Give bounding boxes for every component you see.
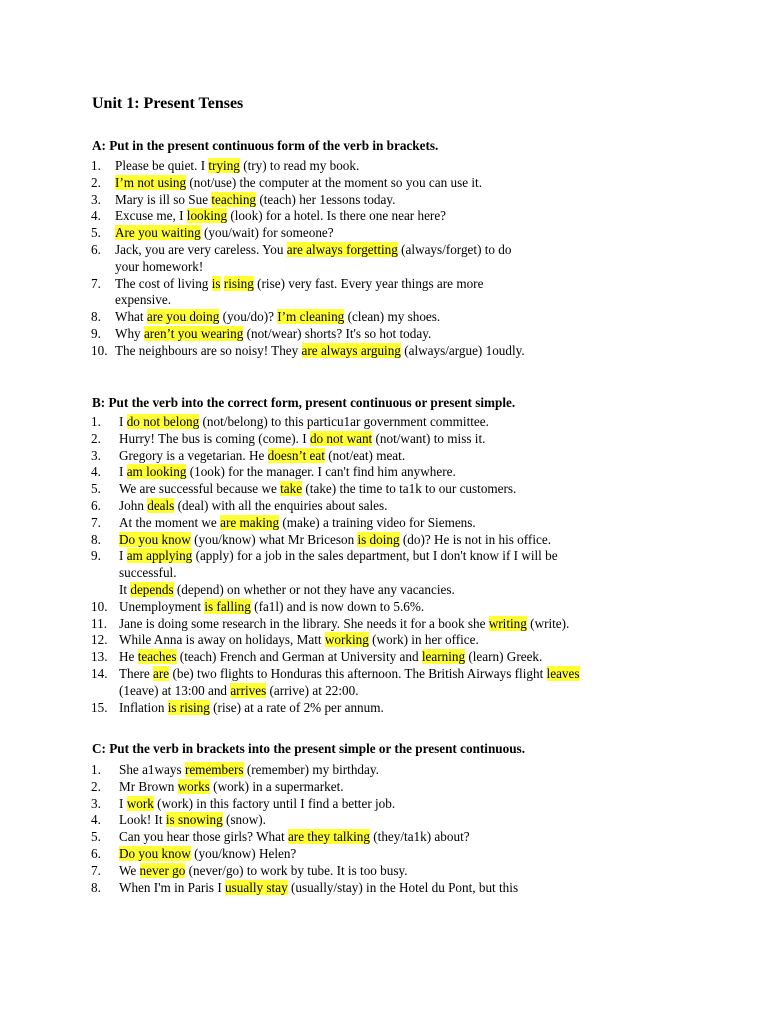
exercise-item bbox=[0, 666, 768, 700]
item-line bbox=[115, 326, 768, 343]
item-text: (not/use) the computer at the moment so you can use it. bbox=[186, 174, 482, 190]
item-text: Why bbox=[115, 325, 144, 341]
item-text: (do)? He is not in his office. bbox=[399, 531, 551, 547]
exercise-item bbox=[0, 481, 768, 498]
item-number: 7. bbox=[91, 514, 101, 530]
item-text: your homework! bbox=[115, 258, 204, 274]
exercise-item bbox=[0, 796, 768, 813]
exercise-item bbox=[0, 762, 768, 779]
item-text: (not/wear) shorts? It's so hot today. bbox=[243, 325, 432, 341]
item-text: (fa1l) and is now down to 5.6%. bbox=[250, 598, 425, 614]
exercise-item bbox=[0, 616, 768, 633]
item-number: 5. bbox=[91, 225, 101, 241]
answer-highlight: is doing bbox=[357, 531, 400, 547]
item-text: (you/wait) for someone? bbox=[200, 225, 334, 241]
item-line bbox=[119, 448, 768, 465]
item-line bbox=[119, 779, 768, 796]
answer-highlight: do not belong bbox=[126, 414, 200, 429]
item-text: (deal) with all the enquiries about sales. bbox=[174, 497, 388, 513]
item-text: The neighbours are so noisy! They bbox=[115, 342, 302, 358]
item-text: Jack, you are very careless. You bbox=[115, 241, 287, 257]
item-line bbox=[119, 812, 768, 829]
exercise-item bbox=[0, 242, 768, 276]
item-text: (you/do)? bbox=[219, 309, 278, 325]
item-text: (always/argue) 1oudly. bbox=[400, 342, 525, 358]
item-number: 1. bbox=[91, 414, 101, 429]
item-text: It bbox=[119, 581, 131, 597]
item-number: 9. bbox=[91, 548, 101, 564]
exercise-item bbox=[0, 515, 768, 532]
item-number: 14. bbox=[91, 665, 108, 681]
section-c-list bbox=[0, 762, 768, 896]
item-text: (snow). bbox=[222, 812, 266, 828]
item-text: (take) the time to ta1k to our customers. bbox=[302, 481, 517, 497]
exercise-item bbox=[0, 326, 768, 343]
answer-highlight: deals bbox=[147, 497, 175, 513]
item-line bbox=[119, 632, 768, 649]
item-line bbox=[119, 796, 768, 813]
answer-highlight: looking bbox=[186, 208, 228, 224]
item-text: (you/know) what Mr Briceson bbox=[190, 531, 358, 547]
item-number: 1. bbox=[91, 762, 101, 777]
item-number: 4. bbox=[91, 812, 101, 828]
item-number: 3. bbox=[91, 191, 101, 207]
answer-highlight: are you doing bbox=[146, 309, 220, 325]
exercise-item bbox=[0, 208, 768, 225]
item-text: We bbox=[119, 862, 140, 878]
item-text: (teach) French and German at University and bbox=[176, 649, 422, 665]
exercise-item bbox=[0, 532, 768, 549]
item-text: I bbox=[119, 464, 127, 480]
item-text: (make) a training video for Siemens. bbox=[279, 514, 476, 530]
item-line bbox=[115, 208, 768, 225]
item-number: 3. bbox=[91, 795, 101, 811]
answer-highlight: arrives bbox=[230, 682, 267, 698]
item-text: Hurry! The bus is coming (come). I bbox=[119, 430, 310, 446]
exercise-item bbox=[0, 276, 768, 310]
exercise-item bbox=[0, 192, 768, 209]
item-number: 13. bbox=[91, 649, 108, 665]
section-b-list bbox=[0, 414, 768, 716]
answer-highlight: working bbox=[324, 632, 369, 648]
item-text: expensive. bbox=[115, 292, 172, 308]
item-line bbox=[119, 582, 768, 599]
answer-highlight: is snowing bbox=[165, 812, 223, 828]
item-line bbox=[115, 292, 768, 309]
item-number: 6. bbox=[91, 497, 101, 513]
item-number: 6. bbox=[91, 845, 101, 861]
item-line bbox=[119, 846, 768, 863]
exercise-item bbox=[0, 812, 768, 829]
item-text: (work) in a supermarket. bbox=[209, 778, 344, 794]
item-text: Please be quiet. I bbox=[115, 158, 209, 173]
exercise-item bbox=[0, 846, 768, 863]
section-c-heading: C: Put the verb in brackets into the present simple or the present continuous. bbox=[92, 741, 525, 756]
answer-highlight: take bbox=[280, 481, 303, 497]
item-text: (rise) very fast. Every year things are more bbox=[253, 275, 484, 291]
answer-highlight: Do you know bbox=[119, 845, 191, 861]
item-line bbox=[119, 683, 768, 700]
answer-highlight: rising bbox=[223, 275, 254, 291]
item-line bbox=[119, 829, 768, 846]
item-line bbox=[119, 565, 768, 582]
item-line bbox=[119, 498, 768, 515]
item-text: (look) for a hotel. Is there one near here? bbox=[227, 208, 447, 224]
item-text: I bbox=[119, 414, 127, 429]
item-text: She a1ways bbox=[119, 762, 185, 777]
answer-highlight: doesn’t eat bbox=[267, 447, 325, 463]
item-line bbox=[119, 863, 768, 880]
exercise-item bbox=[0, 599, 768, 616]
exercise-item bbox=[0, 632, 768, 649]
exercise-item bbox=[0, 548, 768, 598]
item-number: 15. bbox=[91, 699, 108, 715]
item-line bbox=[119, 666, 768, 683]
item-text: (learn) Greek. bbox=[465, 649, 543, 665]
answer-highlight: leaves bbox=[546, 665, 580, 681]
item-line bbox=[115, 158, 768, 175]
answer-highlight: are always arguing bbox=[301, 342, 401, 358]
item-number: 10. bbox=[91, 598, 108, 614]
page-title: Unit 1: Present Tenses bbox=[92, 95, 244, 112]
item-number: 7. bbox=[91, 862, 101, 878]
answer-highlight: am looking bbox=[126, 464, 187, 480]
item-line bbox=[119, 532, 768, 549]
item-number: 3. bbox=[91, 447, 101, 463]
item-number: 12. bbox=[91, 632, 108, 648]
item-line bbox=[115, 242, 768, 259]
item-text: While Anna is away on holidays, Matt bbox=[119, 632, 325, 648]
item-text: At the moment we bbox=[119, 514, 221, 530]
exercise-item bbox=[0, 309, 768, 326]
item-line bbox=[119, 464, 768, 481]
item-line bbox=[115, 225, 768, 242]
item-number: 4. bbox=[91, 464, 101, 480]
item-text: When I'm in Paris I bbox=[119, 879, 226, 895]
item-text: (try) to read my book. bbox=[239, 158, 360, 173]
answer-highlight: teaching bbox=[211, 191, 257, 207]
answer-highlight: usually stay bbox=[225, 879, 288, 895]
answer-highlight: is rising bbox=[167, 699, 210, 715]
item-text: successful. bbox=[119, 565, 177, 581]
item-number: 9. bbox=[91, 325, 101, 341]
item-line bbox=[115, 343, 768, 360]
exercise-item bbox=[0, 880, 768, 897]
answer-highlight: writing bbox=[488, 615, 527, 631]
item-text: (never/go) to work by tube. It is too busy. bbox=[185, 862, 408, 878]
item-text: (not/eat) meat. bbox=[324, 447, 406, 463]
item-line bbox=[119, 481, 768, 498]
exercise-item bbox=[0, 343, 768, 360]
item-text: I bbox=[119, 795, 127, 811]
item-number: 8. bbox=[91, 879, 101, 895]
item-text: (write). bbox=[526, 615, 570, 631]
item-text: (clean) my shoes. bbox=[344, 309, 441, 325]
answer-highlight: learning bbox=[421, 649, 466, 665]
answer-highlight: teaches bbox=[137, 649, 177, 665]
exercise-item bbox=[0, 225, 768, 242]
item-line bbox=[119, 700, 768, 717]
item-line bbox=[119, 762, 768, 779]
item-text: (remember) my birthday. bbox=[243, 762, 379, 777]
item-number: 6. bbox=[91, 241, 101, 257]
answer-highlight: are they talking bbox=[287, 829, 370, 845]
item-text: There bbox=[119, 665, 154, 681]
item-text: (you/know) Helen? bbox=[190, 845, 297, 861]
item-text: Unemployment bbox=[119, 598, 205, 614]
item-line bbox=[115, 276, 768, 293]
item-number: 7. bbox=[91, 275, 101, 291]
answer-highlight: Are you waiting bbox=[115, 225, 201, 241]
item-number: 2. bbox=[91, 778, 101, 794]
section-a-list bbox=[0, 158, 768, 360]
item-line bbox=[119, 431, 768, 448]
item-text: Can you hear those girls? What bbox=[119, 829, 288, 845]
answer-highlight: never go bbox=[139, 862, 186, 878]
item-text: (1eave) at 13:00 and bbox=[119, 682, 231, 698]
item-number: 10. bbox=[91, 342, 108, 358]
item-text: (work) in this factory until I find a better job. bbox=[153, 795, 396, 811]
item-text: (arrive) at 22:00. bbox=[266, 682, 359, 698]
item-text: He bbox=[119, 649, 138, 665]
item-text: John bbox=[119, 497, 148, 513]
item-text: What bbox=[115, 309, 147, 325]
item-number: 2. bbox=[91, 430, 101, 446]
item-text: I bbox=[119, 548, 127, 564]
section-a-heading: A: Put in the present continuous form of the verb in brackets. bbox=[92, 138, 439, 153]
item-line bbox=[119, 880, 768, 897]
item-text: (not/want) to miss it. bbox=[372, 430, 486, 446]
item-number: 8. bbox=[91, 531, 101, 547]
exercise-item bbox=[0, 829, 768, 846]
exercise-item bbox=[0, 863, 768, 880]
answer-highlight: are making bbox=[220, 514, 280, 530]
item-line bbox=[119, 548, 768, 565]
exercise-item bbox=[0, 158, 768, 175]
exercise-item bbox=[0, 448, 768, 465]
exercise-item bbox=[0, 431, 768, 448]
item-line bbox=[119, 599, 768, 616]
answer-highlight: work bbox=[126, 795, 154, 811]
exercise-item bbox=[0, 464, 768, 481]
answer-highlight: depends bbox=[130, 581, 174, 597]
item-text: (usually/stay) in the Hotel du Pont, but this bbox=[287, 879, 519, 895]
item-text: Look! It bbox=[119, 812, 166, 828]
answer-highlight: am applying bbox=[126, 548, 193, 564]
section-b-heading: B: Put the verb into the correct form, present continuous or present simple. bbox=[92, 395, 516, 410]
item-text: (they/ta1k) about? bbox=[369, 829, 470, 845]
item-line bbox=[115, 175, 768, 192]
item-number: 2. bbox=[91, 174, 101, 190]
item-number: 5. bbox=[91, 481, 101, 497]
answer-highlight: is falling bbox=[204, 598, 251, 614]
item-text: (always/forget) to do bbox=[397, 241, 512, 257]
exercise-item bbox=[0, 649, 768, 666]
answer-highlight: do not want bbox=[309, 430, 373, 446]
item-number: 11. bbox=[91, 615, 107, 631]
item-number: 8. bbox=[91, 309, 101, 325]
answer-highlight: works bbox=[177, 778, 210, 794]
answer-highlight: is bbox=[211, 275, 221, 291]
item-text: Mary is ill so Sue bbox=[115, 191, 212, 207]
item-text: (1ook) for the manager. I can't find him anywhere. bbox=[186, 464, 456, 480]
answer-highlight: are bbox=[153, 665, 170, 681]
item-text: (not/belong) to this particu1ar government committee. bbox=[199, 414, 489, 429]
item-line bbox=[115, 259, 768, 276]
exercise-item bbox=[0, 175, 768, 192]
exercise-item bbox=[0, 779, 768, 796]
exercise-item bbox=[0, 700, 768, 717]
item-text: Excuse me, I bbox=[115, 208, 187, 224]
item-line bbox=[119, 414, 768, 431]
answer-highlight: aren’t you wearing bbox=[143, 325, 244, 341]
answer-highlight: I’m cleaning bbox=[277, 309, 345, 325]
answer-highlight: I’m not using bbox=[115, 174, 187, 190]
item-text: (teach) her 1essons today. bbox=[256, 191, 396, 207]
item-text: (work) in her office. bbox=[368, 632, 479, 648]
item-text: The cost of living bbox=[115, 275, 212, 291]
answer-highlight: are always forgetting bbox=[286, 241, 398, 257]
item-line bbox=[115, 192, 768, 209]
item-number: 4. bbox=[91, 208, 101, 224]
answer-highlight: trying bbox=[208, 158, 240, 173]
item-number: 5. bbox=[91, 829, 101, 845]
item-text: (rise) at a rate of 2% per annum. bbox=[209, 699, 384, 715]
item-number: 1. bbox=[91, 158, 101, 173]
item-text: (be) two flights to Honduras this afternoon. The British Airways flight bbox=[169, 665, 547, 681]
item-text: Inflation bbox=[119, 699, 168, 715]
item-line bbox=[119, 515, 768, 532]
exercise-item bbox=[0, 414, 768, 431]
exercise-item bbox=[0, 498, 768, 515]
item-text: Gregory is a vegetarian. He bbox=[119, 447, 268, 463]
item-line bbox=[119, 616, 768, 633]
item-text: We are successful because we bbox=[119, 481, 281, 497]
item-text: (depend) on whether or not they have any vacancies. bbox=[173, 581, 455, 597]
item-line bbox=[115, 309, 768, 326]
item-text: (apply) for a job in the sales department, but I don't know if I will be bbox=[192, 548, 558, 564]
item-text: Jane is doing some research in the library. She needs it for a book she bbox=[119, 615, 489, 631]
item-text: Mr Brown bbox=[119, 778, 178, 794]
item-line bbox=[119, 649, 768, 666]
answer-highlight: Do you know bbox=[119, 531, 191, 547]
answer-highlight: remembers bbox=[184, 762, 244, 777]
